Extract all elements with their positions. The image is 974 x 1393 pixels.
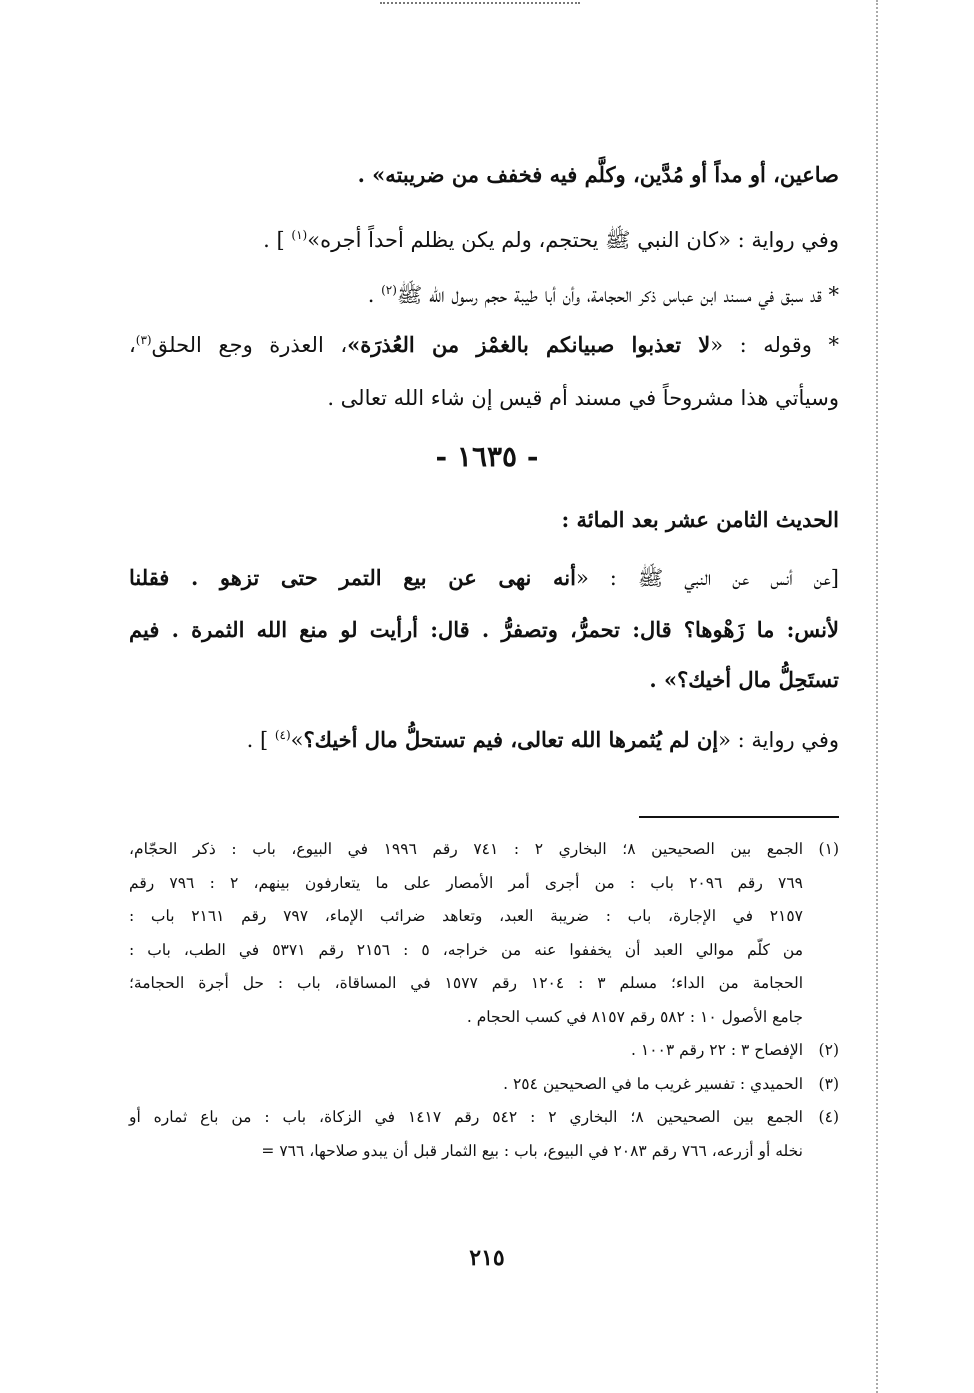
hadith-line — [129, 615, 839, 645]
footnote-line — [129, 972, 803, 994]
footnote-line — [129, 1073, 839, 1095]
hadith-number: - ١٦٣٥ - — [435, 440, 539, 473]
footnote-number: (٤) — [818, 1108, 839, 1126]
footnote-number: (١) — [818, 840, 839, 858]
footnote-number: (٢) — [818, 1041, 839, 1059]
text-segment: وسيأتي هذا مشروحاً في مسند أم قيس إن شاء الله تعالى . — [327, 386, 839, 410]
footnote-ref[interactable]: (٣) — [135, 333, 152, 347]
text-segment: [عن أنس عن النبي ﷺ : « — [575, 566, 839, 590]
text-segment: ، العذرة وجع الحلق — [151, 333, 348, 357]
footnote-text: الحجامة من الداء؛ مسلم ٣ : ١٢٠٤ رقم ١٥٧٧ في المساقاة، باب : حل أجرة الحجامة؛ — [129, 974, 803, 992]
footnote-text: الجمع بين الصحيحين ٨؛ البخاري ٢ : ٥٤٢ رقم ١٤١٧ في الزكاة، باب : من باع ثماره أو — [129, 1108, 803, 1126]
hadith-line — [129, 665, 839, 695]
body-line — [129, 280, 839, 310]
footnote-text: من كلّم موالي العبد أن يخففوا عنه من خراجه، ٥ : ٢١٥٦ رقم ٥٣٧١ في الطب، باب : — [129, 940, 804, 959]
body-line — [129, 225, 839, 255]
footnote-line — [129, 1006, 803, 1028]
footnote-line — [129, 872, 803, 894]
body-line — [129, 160, 839, 190]
text-segment: ، — [129, 333, 136, 357]
text-segment: . — [367, 283, 382, 307]
top-dotted-rule — [380, 2, 580, 4]
footnote-ref[interactable]: (٤) — [274, 728, 291, 742]
footnote-text: نخله أو أزرعه، ٧٦٦ رقم ٢٠٨٣ في البيوع، باب : بيع الثمار قبل أن يبدو صلاحها، ٧٦٦ = — [261, 1141, 803, 1160]
footnote-line — [129, 838, 839, 860]
footnote-ref[interactable]: (٢) — [381, 283, 397, 297]
footnote-separator — [639, 816, 839, 818]
text-segment: ] . — [246, 728, 275, 752]
footnote-text: الحميدي : تفسير غريب ما في الصحيحين ٢٥٤ . — [503, 1074, 803, 1093]
text-segment: إن لم يُثمرها الله تعالى، فيم تستحلُّ مال أخيك؟ — [303, 727, 719, 752]
footnote-text: الإفصاح ٣ : ٢٢ رقم ١٠٠٣ . — [631, 1041, 803, 1059]
text-segment: * قد سبق في مسند ابن عباس ذكر الحجامة، وأن أبا طيبة حجم رسول الله ﷺ — [396, 283, 839, 307]
footnote-ref[interactable]: (١) — [291, 228, 308, 242]
page-number: ٢١٥ — [469, 1245, 505, 1271]
section-heading: الحديث الثامن عشر بعد المائة : — [561, 507, 839, 532]
hadith-line — [129, 725, 839, 755]
footnote-line — [129, 1039, 839, 1061]
text-segment: لأنس: ما زَهْوها؟ قال: تحمرُّ، وتصفرُّ . قال: أرأيت لو منع الله الثمرة . فيم — [129, 617, 839, 642]
text-segment: * وقوله : « — [710, 333, 839, 357]
body-line — [129, 330, 839, 360]
page-edge-dotted-line — [876, 0, 878, 1393]
text-segment: أنه نهى عن بيع التمر حتى تزهو . فقلنا — [129, 565, 576, 590]
footnote-line — [129, 905, 803, 927]
text-segment: تستَحِلُّ مال أخيك؟» . — [649, 667, 839, 692]
text-segment: » — [290, 728, 304, 752]
hadith-line — [129, 563, 839, 593]
footnote-line — [129, 939, 803, 961]
text-segment: ] . — [263, 228, 292, 252]
footnote-line — [129, 1106, 839, 1128]
text-segment: صاعين، أو مداً أو مُدَّين، وكلَّم فيه فخفف من ضريبته» . — [357, 162, 839, 187]
footnote-text: الجمع بين الصحيحين ٨؛ البخاري ٢ : ٧٤١ رقم ١٩٩٦ في البيوع، باب : ذكر الحجّام، — [129, 840, 803, 858]
text-segment: لا تعذبوا صبيانكم بالغمْز من العُذرَة» — [347, 332, 711, 357]
text-segment: وفي رواية : « — [718, 728, 839, 752]
footnote-number: (٣) — [818, 1074, 839, 1093]
footnote-text: ٧٦٩ رقم ٢٠٩٦ باب : من أجرى أمر الأمصار على ما يتعارفون بينهم، ٢ : ٧٩٦ رقم — [129, 873, 803, 892]
footnote-line — [129, 1140, 803, 1162]
footnote-text: ٢١٥٧ في الإجارة، باب : ضريبة العبد، وتعاهد ضرائب الإماء، ٧٩٧ رقم ٢١٦١ باب : — [129, 907, 803, 925]
footnote-text: جامع الأصول ١٠ : ٥٨٢ رقم ٨١٥٧ في كسب الحجام . — [466, 1007, 803, 1026]
text-segment: وفي رواية : «كان النبي ﷺ يحتجم، ولم يكن يظلم أحداً أجره» — [307, 228, 839, 252]
body-line — [129, 383, 839, 413]
